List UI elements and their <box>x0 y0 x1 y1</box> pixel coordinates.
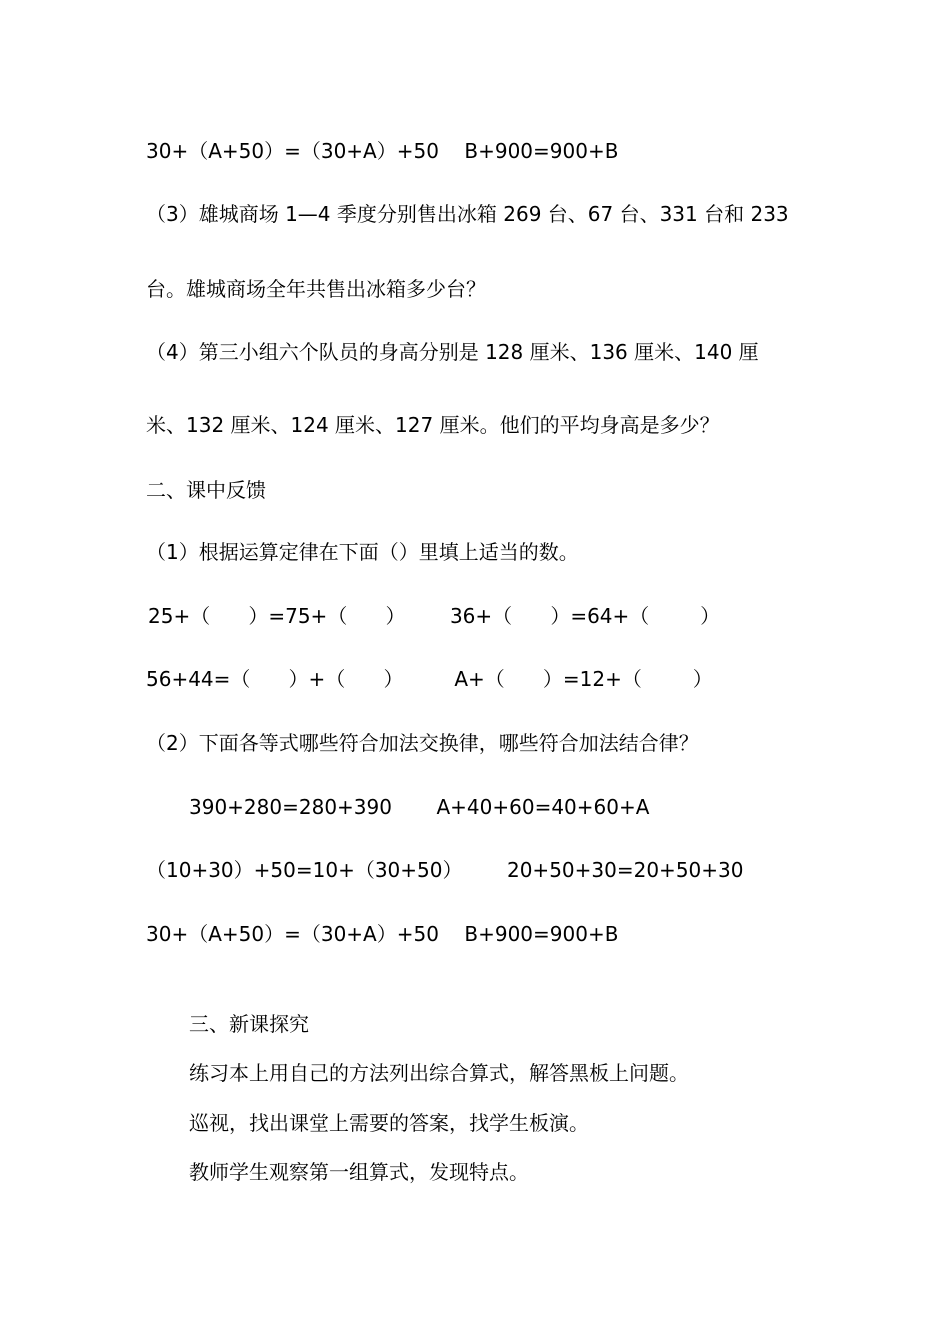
equation-line: 30+（A+50）=（30+A）+50 B+900=900+B <box>146 922 619 946</box>
section-heading-new-lesson: 三、新课探究 <box>189 1012 309 1036</box>
equation-line: 390+280=280+390 A+40+60=40+60+A <box>189 795 650 819</box>
equation-line: 30+（A+50）=（30+A）+50 B+900=900+B <box>146 139 619 163</box>
fill-in-line-1: 25+（ ）=75+（ ） 36+（ ）=64+（ ） <box>148 604 721 628</box>
problem-3-line-2: 台。雄城商场全年共售出冰箱多少台？ <box>146 277 486 301</box>
paragraph-line: 练习本上用自己的方法列出综合算式，解答黑板上问题。 <box>189 1061 689 1085</box>
paragraph-line: 巡视，找出课堂上需要的答案，找学生板演。 <box>189 1111 589 1135</box>
section-heading-feedback: 二、课中反馈 <box>146 478 266 502</box>
paragraph-line: 教师学生观察第一组算式，发现特点。 <box>189 1160 529 1184</box>
fill-in-line-2: 56+44=（ ）+（ ） A+（ ）=12+（ ） <box>146 667 713 691</box>
problem-4-line-1: （4）第三小组六个队员的身高分别是 128 厘米、136 厘米、140 厘 <box>146 340 759 364</box>
problem-4-line-2: 米、132 厘米、124 厘米、127 厘米。他们的平均身高是多少？ <box>146 413 720 437</box>
problem-3-line-1: （3）雄城商场 1—4 季度分别售出冰箱 269 台、67 台、331 台和 233 <box>146 202 789 226</box>
exercise-1-instruction: （1）根据运算定律在下面（）里填上适当的数。 <box>146 540 579 564</box>
exercise-2-instruction: （2）下面各等式哪些符合加法交换律，哪些符合加法结合律？ <box>146 731 699 755</box>
equation-line: （10+30）+50=10+（30+50） 20+50+30=20+50+30 <box>146 858 744 882</box>
